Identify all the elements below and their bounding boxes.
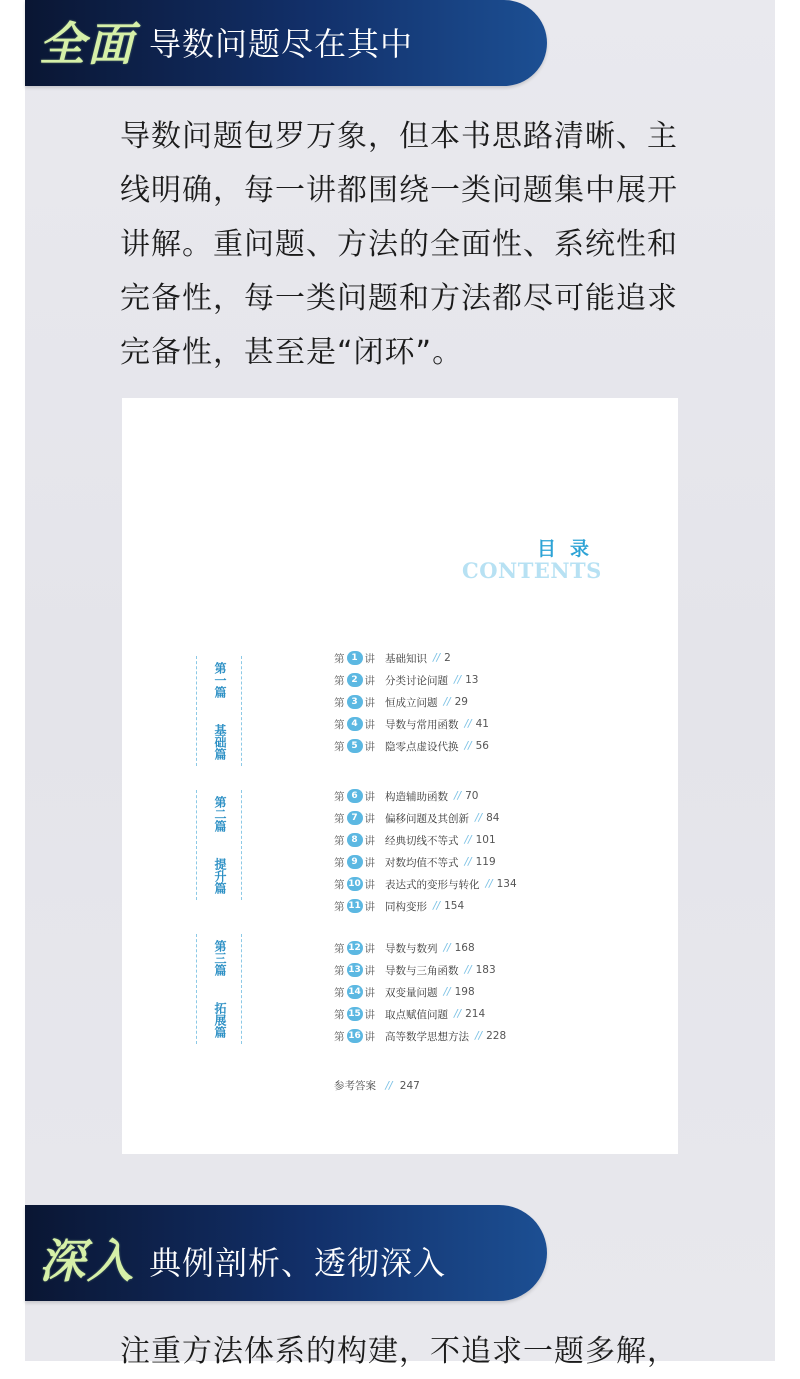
lecture-suffix: 讲 (364, 674, 375, 687)
lecture-page-number: 228 (486, 1030, 507, 1042)
lecture-prefix: 第 (334, 986, 345, 999)
lecture-page-number: 13 (465, 674, 479, 686)
lecture-prefix: 第 (334, 834, 345, 847)
lecture-prefix: 第 (334, 856, 345, 869)
lecture-suffix: 讲 (364, 834, 375, 847)
lecture-page-number: 70 (465, 790, 479, 802)
lecture-number-badge: 9 (347, 855, 363, 869)
banner-subtitle: 导数问题尽在其中 (149, 25, 414, 63)
lecture-suffix: 讲 (364, 900, 375, 913)
section-banner-comprehensive (25, 0, 547, 86)
banner-subtitle: 典例剖析、透彻深入 (149, 1244, 447, 1282)
answers-page: 247 (399, 1080, 420, 1092)
toc-lecture-entry (334, 830, 496, 850)
part-3-label (196, 934, 242, 1044)
answers-entry (334, 1078, 420, 1093)
lecture-separator: // (433, 900, 441, 912)
lecture-page-number: 214 (465, 1008, 486, 1020)
toc-lecture-entry (334, 896, 464, 916)
lecture-suffix: 讲 (364, 986, 375, 999)
toc-lecture-entry (334, 982, 475, 1002)
lecture-title: 分类讨论问题 (385, 674, 448, 687)
lecture-prefix: 第 (334, 696, 345, 709)
lecture-page-number: 168 (454, 942, 475, 954)
lecture-page-number: 183 (475, 964, 496, 976)
lecture-separator: // (464, 964, 472, 976)
lecture-page-number: 134 (496, 878, 517, 890)
toc-lecture-entry (334, 648, 451, 668)
part-name: 拓展篇 (213, 1002, 227, 1038)
lecture-suffix: 讲 (364, 718, 375, 731)
lecture-title: 导数与三角函数 (385, 964, 459, 977)
lecture-separator: // (454, 1008, 462, 1020)
part-name: 提升篇 (213, 858, 227, 894)
lecture-separator: // (443, 942, 451, 954)
lecture-prefix: 第 (334, 1030, 345, 1043)
lecture-suffix: 讲 (364, 964, 375, 977)
part-name: 基础篇 (213, 724, 227, 760)
lecture-title: 导数与常用函数 (385, 718, 459, 731)
lecture-prefix: 第 (334, 878, 345, 891)
lecture-suffix: 讲 (364, 696, 375, 709)
lecture-separator: // (433, 652, 441, 664)
toc-lecture-entry (334, 938, 475, 958)
lecture-suffix: 讲 (364, 878, 375, 891)
lecture-title: 经典切线不等式 (385, 834, 459, 847)
lecture-suffix: 讲 (364, 942, 375, 955)
lecture-page-number: 101 (475, 834, 496, 846)
section-paragraph: 导数问题包罗万象，但本书思路清晰、主线明确，每一讲都围绕一类问题集中展开讲解。重问题、方法的全面性、系统性和完备性，每一类问题和方法都尽可能追求完备性，甚至是“闭环”。 (120, 119, 678, 370)
lecture-title: 高等数学思想方法 (385, 1030, 469, 1043)
lecture-suffix: 讲 (364, 740, 375, 753)
lecture-prefix: 第 (334, 812, 345, 825)
lecture-suffix: 讲 (364, 652, 375, 665)
part-number: 第二篇 (213, 796, 227, 832)
lecture-separator: // (464, 740, 472, 752)
lecture-separator: // (464, 834, 472, 846)
lecture-number-badge: 6 (347, 789, 363, 803)
toc-lecture-entry (334, 786, 478, 806)
toc-lecture-entry (334, 692, 468, 712)
toc-title-chinese: 目录 (537, 538, 604, 560)
lecture-suffix: 讲 (364, 790, 375, 803)
lecture-prefix: 第 (334, 900, 345, 913)
banner-keyword: 全面 (39, 17, 135, 71)
lecture-title: 隐零点虚设代换 (385, 740, 459, 753)
lecture-title: 构造辅助函数 (385, 790, 448, 803)
section-banner-in-depth (25, 1205, 547, 1301)
answers-separator: // (385, 1080, 393, 1092)
lecture-prefix: 第 (334, 718, 345, 731)
lecture-number-badge: 13 (348, 965, 361, 975)
lecture-separator: // (475, 1030, 483, 1042)
lecture-number-badge: 2 (347, 673, 363, 687)
lecture-number-badge: 1 (347, 651, 363, 665)
lecture-number-badge: 15 (348, 1009, 361, 1019)
lecture-prefix: 第 (334, 964, 345, 977)
lecture-number-badge: 7 (347, 811, 363, 825)
lecture-prefix: 第 (334, 942, 345, 955)
lecture-separator: // (485, 878, 493, 890)
part-2-label (196, 790, 242, 900)
lecture-page-number: 41 (475, 718, 489, 730)
lecture-separator: // (443, 696, 451, 708)
lecture-title: 偏移问题及其创新 (385, 812, 469, 825)
lecture-prefix: 第 (334, 1008, 345, 1021)
toc-lecture-entry (334, 714, 489, 734)
lecture-suffix: 讲 (364, 1030, 375, 1043)
lecture-prefix: 第 (334, 674, 345, 687)
toc-lecture-entry (334, 852, 496, 872)
lecture-number-badge: 4 (347, 717, 363, 731)
lecture-title: 双变量问题 (385, 986, 438, 999)
lecture-suffix: 讲 (364, 856, 375, 869)
part-number: 第一篇 (213, 662, 227, 698)
toc-title-english: CONTENTS (462, 558, 602, 583)
toc-lecture-entry (334, 1004, 485, 1024)
lecture-title: 基础知识 (385, 652, 427, 665)
toc-lecture-entry (334, 670, 478, 690)
lecture-number-badge: 14 (348, 987, 361, 997)
lecture-number-badge: 3 (347, 695, 363, 709)
lecture-number-badge: 12 (348, 943, 361, 953)
lecture-separator: // (454, 674, 462, 686)
lecture-separator: // (475, 812, 483, 824)
lecture-prefix: 第 (334, 652, 345, 665)
lecture-prefix: 第 (334, 790, 345, 803)
toc-lecture-entry (334, 1026, 506, 1046)
toc-lecture-entry (334, 808, 499, 828)
lecture-prefix: 第 (334, 740, 345, 753)
lecture-page-number: 119 (475, 856, 496, 868)
lecture-page-number: 29 (454, 696, 468, 708)
lecture-title: 同构变形 (385, 900, 427, 913)
lecture-separator: // (443, 986, 451, 998)
lecture-suffix: 讲 (364, 812, 375, 825)
lecture-separator: // (464, 718, 472, 730)
lecture-title: 取点赋值问题 (385, 1008, 448, 1021)
toc-lecture-entry (334, 960, 496, 980)
part-1-label (196, 656, 242, 766)
answers-title: 参考答案 (334, 1080, 376, 1092)
lecture-page-number: 84 (486, 812, 500, 824)
lecture-number-badge: 5 (347, 739, 363, 753)
lecture-separator: // (454, 790, 462, 802)
lecture-number-badge: 10 (348, 879, 361, 889)
lecture-page-number: 2 (444, 652, 451, 664)
toc-page-image (122, 398, 678, 1154)
toc-lecture-entry (334, 874, 517, 894)
toc-lecture-entry (334, 736, 489, 756)
lecture-page-number: 198 (454, 986, 475, 998)
banner-keyword: 深入 (39, 1234, 135, 1288)
section-paragraph: 注重方法体系的构建，不追求一题多解， (120, 1334, 678, 1369)
lecture-number-badge: 11 (348, 901, 361, 911)
lecture-title: 导数与数列 (385, 942, 438, 955)
lecture-page-number: 56 (475, 740, 489, 752)
lecture-title: 表达式的变形与转化 (385, 878, 480, 891)
lecture-page-number: 154 (444, 900, 465, 912)
lecture-suffix: 讲 (364, 1008, 375, 1021)
part-number: 第三篇 (213, 940, 227, 976)
lecture-number-badge: 16 (348, 1031, 361, 1041)
lecture-title: 恒成立问题 (385, 696, 438, 709)
lecture-title: 对数均值不等式 (385, 856, 459, 869)
lecture-separator: // (464, 856, 472, 868)
lecture-number-badge: 8 (347, 833, 363, 847)
